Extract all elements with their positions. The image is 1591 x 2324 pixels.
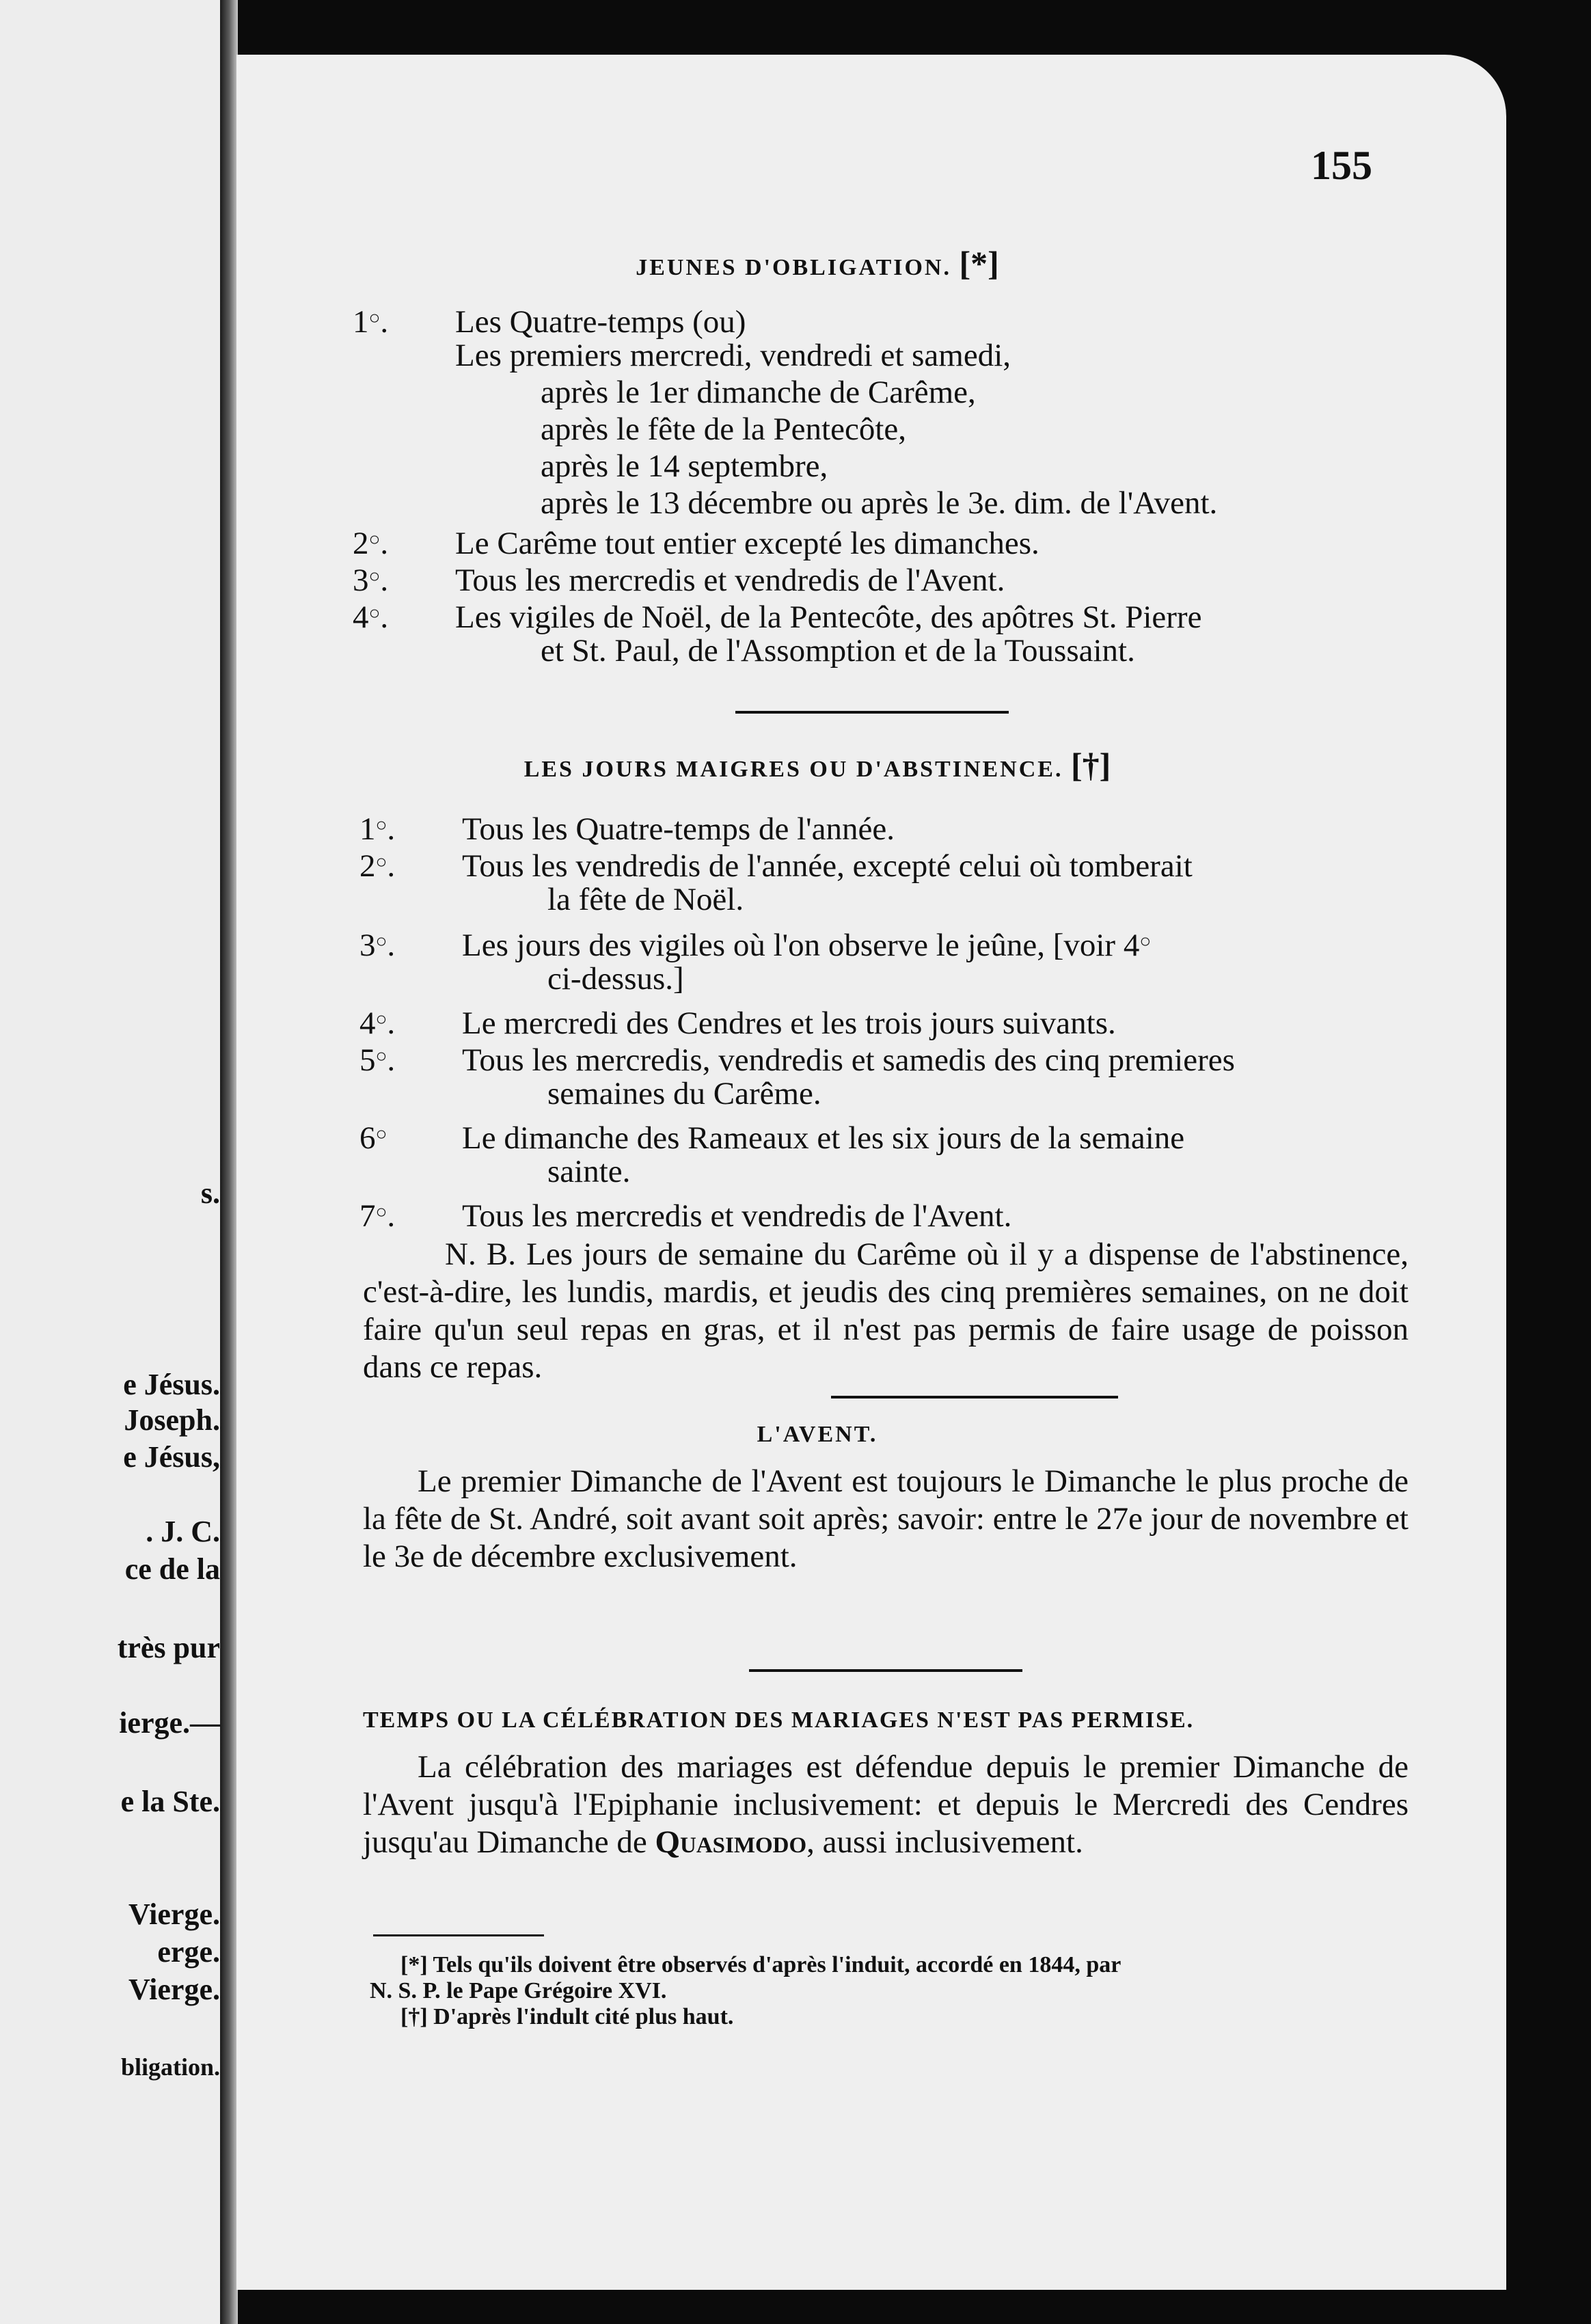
list-item: 3○. Les jours des vigiles où l'on observe le jeûne, [voir 4○: [359, 923, 1151, 964]
footnote-1-cont: N. S. P. le Pape Grégoire XVI.: [370, 1978, 667, 2003]
item-number: 3○.: [359, 928, 396, 963]
list-item-line: après le 13 décembre ou après le 3e. dim. de l'Avent.: [541, 485, 1218, 521]
list-item-line: après le fête de la Pentecôte,: [541, 411, 906, 447]
footnote-mark: [*]: [959, 244, 999, 282]
item-number: 5○.: [359, 1042, 396, 1078]
margin-fragment: bligation.: [120, 2053, 220, 2081]
list-item-line: semaines du Carême.: [547, 1076, 821, 1111]
section-heading-maigres: [236, 745, 1398, 785]
item-number: 6○: [359, 1120, 387, 1156]
margin-fragment: e la Ste.: [120, 1785, 220, 1818]
mariages-paragraph: La célébration des mariages est défendue depuis le premier Dimanche de l'Avent jusqu'à l'Epiphanie inclusivement: et depuis le Mercredi des Cendres jusqu'au Dimanche de Quasimodo, aussi inclusivement.: [363, 1749, 1409, 1860]
margin-fragment: ce de la: [124, 1552, 220, 1586]
previous-page-strip: [0, 0, 226, 2324]
list-item-line: sainte.: [547, 1154, 631, 1189]
footnote-1: [*] Tels qu'ils doivent être observés d'après l'induit, accordé en 1844, par: [400, 1952, 1121, 1977]
list-item: 4○. Les vigiles de Noël, de la Pentecôte, des apôtres St. Pierre: [353, 595, 1201, 636]
list-item: 5○. Tous les mercredis, vendredis et samedis des cinq premieres: [359, 1038, 1235, 1079]
margin-fragment: e Jésus.: [123, 1368, 220, 1401]
footnote-rule: [373, 1934, 544, 1936]
small-caps-word: Quasimodo: [655, 1824, 807, 1860]
page-number: 155: [1311, 143, 1372, 188]
margin-fragment: e Jésus,: [123, 1440, 220, 1474]
margin-fragment: erge.: [157, 1935, 220, 1969]
heading-text: JEUNES D'OBLIGATION.: [636, 255, 951, 280]
section-rule: [749, 1669, 1022, 1672]
book-page: [236, 55, 1506, 2290]
avent-paragraph: Le premier Dimanche de l'Avent est toujours le Dimanche le plus proche de la fête de St. André, soit avant soit après; savoir: entre le 27e jour de novembre et le 3e de décembre exclusivement.: [363, 1463, 1409, 1574]
item-number: 2○.: [353, 526, 389, 561]
item-number: 1○.: [359, 811, 396, 847]
item-number: 1○.: [353, 304, 389, 340]
item-number: 4○.: [353, 599, 389, 635]
list-item: 1○. Les Quatre-temps (ou): [353, 299, 746, 341]
footnote-2: [†] D'après l'indult cité plus haut.: [400, 2004, 734, 2029]
item-number: 4○.: [359, 1005, 396, 1041]
section-heading-mariages: TEMPS OU LA CÉLÉBRATION DES MARIAGES N'EST PAS PERMISE.: [363, 1707, 1195, 1733]
nota-bene-paragraph: N. B. Les jours de semaine du Carême où il y a dispense de l'abstinence, c'est-à-dire, les lundis, mardis, et jeudis des cinq premières semaines, on ne doit faire qu'un seul repas en gras, et il n'est pas permis de faire usage de poisson dans ce repas.: [363, 1237, 1409, 1385]
list-item-line: après le 1er dimanche de Carême,: [541, 375, 976, 410]
margin-fragment: très pur: [117, 1631, 220, 1664]
list-item: 2○. Le Carême tout entier excepté les dimanches.: [353, 521, 1039, 563]
footnote-mark: [†]: [1070, 746, 1111, 784]
margin-fragment: Joseph.: [124, 1403, 220, 1437]
heading-text: LES JOURS MAIGRES OU D'ABSTINENCE.: [523, 757, 1063, 782]
list-item: 1○. Tous les Quatre-temps de l'année.: [359, 807, 895, 848]
margin-fragment: Vierge.: [128, 1973, 220, 2006]
section-rule: [831, 1396, 1118, 1399]
list-item-line: Les premiers mercredi, vendredi et samedi,: [455, 338, 1011, 373]
book-gutter: [220, 0, 238, 2324]
list-item: 4○. Le mercredi des Cendres et les trois jours suivants.: [359, 1001, 1116, 1042]
list-item-line: ci-dessus.]: [547, 961, 684, 997]
list-item: 7○. Tous les mercredis et vendredis de l'Avent.: [359, 1193, 1011, 1235]
item-number: 2○.: [359, 848, 396, 884]
list-item: 6○ Le dimanche des Rameaux et les six jours de la semaine: [359, 1116, 1184, 1157]
margin-fragment: s.: [200, 1176, 220, 1210]
page-content: [236, 55, 1506, 2290]
margin-fragment: . J. C.: [146, 1515, 220, 1548]
list-item-line: et St. Paul, de l'Assomption et de la Toussaint.: [541, 633, 1135, 668]
list-item: 2○. Tous les vendredis de l'année, excepté celui où tomberait: [359, 843, 1193, 885]
list-item-line: la fête de Noël.: [547, 882, 744, 917]
section-heading-avent: L'AVENT.: [757, 1422, 878, 1447]
margin-fragment: ierge.—: [119, 1706, 220, 1740]
list-item-line: après le 14 septembre,: [541, 448, 828, 484]
margin-fragment: Vierge.: [128, 1897, 220, 1931]
item-number: 7○.: [359, 1198, 396, 1234]
section-heading-jeunes: [236, 243, 1398, 283]
item-number: 3○.: [353, 563, 389, 598]
section-rule: [735, 711, 1009, 714]
list-item: 3○. Tous les mercredis et vendredis de l'Avent.: [353, 558, 1005, 599]
